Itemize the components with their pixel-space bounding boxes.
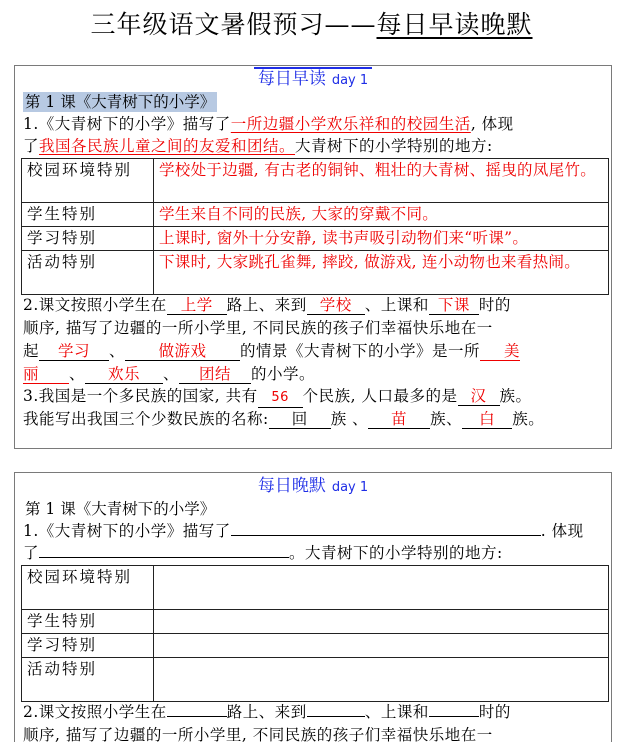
q1-text: 1.《大青树下的小学》描写了	[23, 115, 231, 133]
q2-blank-8: 团结	[179, 365, 251, 384]
q3-text: 族 、	[330, 410, 369, 428]
morning-reading-section	[14, 65, 612, 449]
feature-key: 学生特别	[22, 610, 154, 634]
feature-value: 学生来自不同的民族, 大家的穿戴不同。	[154, 203, 609, 227]
feature-value: 学校处于边疆, 有古老的铜钟、粗壮的大青树、摇曳的凤尾竹。	[154, 159, 609, 203]
morning-header-label: 每日早读	[257, 69, 326, 89]
evening-q1-line2	[23, 543, 607, 564]
q2-blank-7: 欢乐	[85, 365, 163, 384]
q1-text: 。大青树下的小学特别的地方:	[289, 544, 503, 562]
page-title	[0, 8, 623, 42]
q2-text: 的小学。	[251, 365, 316, 383]
feature-value: 上课时, 窗外十分安静, 读书声吸引动物们来“听课”。	[154, 227, 609, 251]
q2-blank-2[interactable]	[307, 716, 365, 717]
q2-blank-2: 学校	[307, 296, 365, 315]
feature-key: 校园环境特别	[22, 566, 154, 610]
q1-text: 了	[23, 544, 40, 562]
title-underlined: 每日早读晚默	[376, 10, 533, 39]
morning-features-table	[21, 158, 609, 295]
q3-text: 个民族, 人口最多的是	[302, 387, 458, 405]
q2-text: 路上、来到	[226, 296, 307, 314]
table-row	[22, 203, 609, 227]
feature-key: 学习特别	[22, 227, 154, 251]
q2-text: 、上课和	[364, 703, 429, 721]
table-row	[22, 658, 609, 702]
table-row	[22, 566, 609, 610]
q2-blank-1[interactable]	[167, 716, 227, 717]
q3-blank-2: 汉	[458, 387, 500, 406]
q3-text: 族。	[499, 387, 532, 405]
feature-key: 校园环境特别	[22, 159, 154, 203]
morning-header	[15, 68, 611, 92]
q2-blank-4: 学习	[39, 342, 109, 361]
q1-text: . 体现	[540, 522, 584, 540]
q2-text: 、	[109, 342, 126, 360]
evening-day-label: day 1	[331, 480, 369, 495]
q2-blank-3[interactable]	[429, 716, 479, 717]
q2-blank-6a: 美	[480, 342, 520, 361]
evening-q1-line1	[23, 521, 607, 542]
q2-text: 路上、来到	[226, 703, 307, 721]
evening-lesson-title: 第 1 课《大青树下的小学》	[25, 500, 216, 518]
table-row	[22, 159, 609, 203]
q2-text: 、	[163, 365, 180, 383]
evening-dictation-section	[14, 472, 612, 742]
morning-q2-line2: 顺序, 描写了边疆的一所小学里, 不同民族的孩子们幸福快乐地在一	[23, 319, 493, 337]
morning-day-label: day 1	[331, 73, 369, 88]
q1-answer-2: 我国各民族儿童之间的友爱和团结。	[39, 137, 296, 155]
morning-q2-line1	[23, 295, 607, 316]
q1-blank-1[interactable]	[231, 535, 541, 536]
evening-header	[15, 475, 611, 499]
q3-blank-4: 苗	[368, 410, 430, 429]
q3-text: 族。	[512, 410, 545, 428]
q2-text: 2.课文按照小学生在	[23, 703, 167, 721]
feature-value-input[interactable]	[154, 610, 609, 634]
feature-key: 学习特别	[22, 634, 154, 658]
q1-text: 了	[23, 137, 40, 155]
q2-text: 、	[69, 365, 86, 383]
evening-header-label: 每日晚默	[257, 476, 326, 496]
evening-q2-line1	[23, 702, 607, 723]
q1-answer-1: 一所边疆小学欢乐祥和的校园生活	[230, 115, 471, 133]
feature-key: 活动特别	[22, 658, 154, 702]
morning-q3-line1	[23, 386, 607, 408]
q2-text: 时的	[478, 296, 511, 314]
evening-features-table	[21, 565, 609, 702]
table-row	[22, 634, 609, 658]
morning-q1-line2	[23, 136, 607, 157]
q2-blank-5: 做游戏	[125, 342, 240, 361]
q2-blank-3: 下课	[429, 296, 479, 315]
morning-q3-line2	[23, 409, 607, 430]
feature-value-input[interactable]	[154, 658, 609, 702]
table-row	[22, 610, 609, 634]
table-row	[22, 251, 609, 295]
feature-value-input[interactable]	[154, 634, 609, 658]
q2-text: 2.课文按照小学生在	[23, 296, 167, 314]
morning-lesson-title: 第 1 课《大青树下的小学》	[25, 93, 216, 111]
q2-text: 起	[23, 342, 40, 360]
q3-text: 3.我国是一个多民族的国家, 共有	[23, 387, 258, 405]
morning-q1-line1	[23, 114, 607, 135]
table-row	[22, 227, 609, 251]
q3-blank-5: 白	[462, 410, 512, 429]
morning-q2-line4	[23, 364, 607, 385]
q1-blank-2[interactable]	[39, 557, 289, 558]
q2-blank-1: 上学	[167, 296, 227, 315]
feature-value-input[interactable]	[154, 566, 609, 610]
feature-key: 学生特别	[22, 203, 154, 227]
feature-key: 活动特别	[22, 251, 154, 295]
q1-text: 大青树下的小学特别的地方:	[295, 137, 493, 155]
q1-text: 1.《大青树下的小学》描写了	[23, 522, 231, 540]
q3-text: 族、	[430, 410, 463, 428]
morning-q2-line3	[23, 341, 607, 362]
q3-text: 我能写出我国三个少数民族的名称:	[23, 410, 269, 428]
q2-text: 、上课和	[364, 296, 429, 314]
evening-q2-line2: 顺序, 描写了边疆的一所小学里, 不同民族的孩子们幸福快乐地在一	[23, 726, 493, 744]
feature-value: 下课时, 大家跳孔雀舞, 摔跤, 做游戏, 连小动物也来看热闹。	[154, 251, 609, 295]
q2-text: 时的	[478, 703, 511, 721]
q2-text: 的情景《大青树下的小学》是一所	[240, 342, 481, 360]
q1-text: , 体现	[470, 115, 514, 133]
title-prefix: 三年级语文暑假预习——	[90, 10, 377, 39]
q3-blank-1: 56	[258, 389, 303, 408]
q2-blank-6b: 丽	[23, 365, 69, 384]
q3-blank-3: 回	[269, 410, 331, 429]
